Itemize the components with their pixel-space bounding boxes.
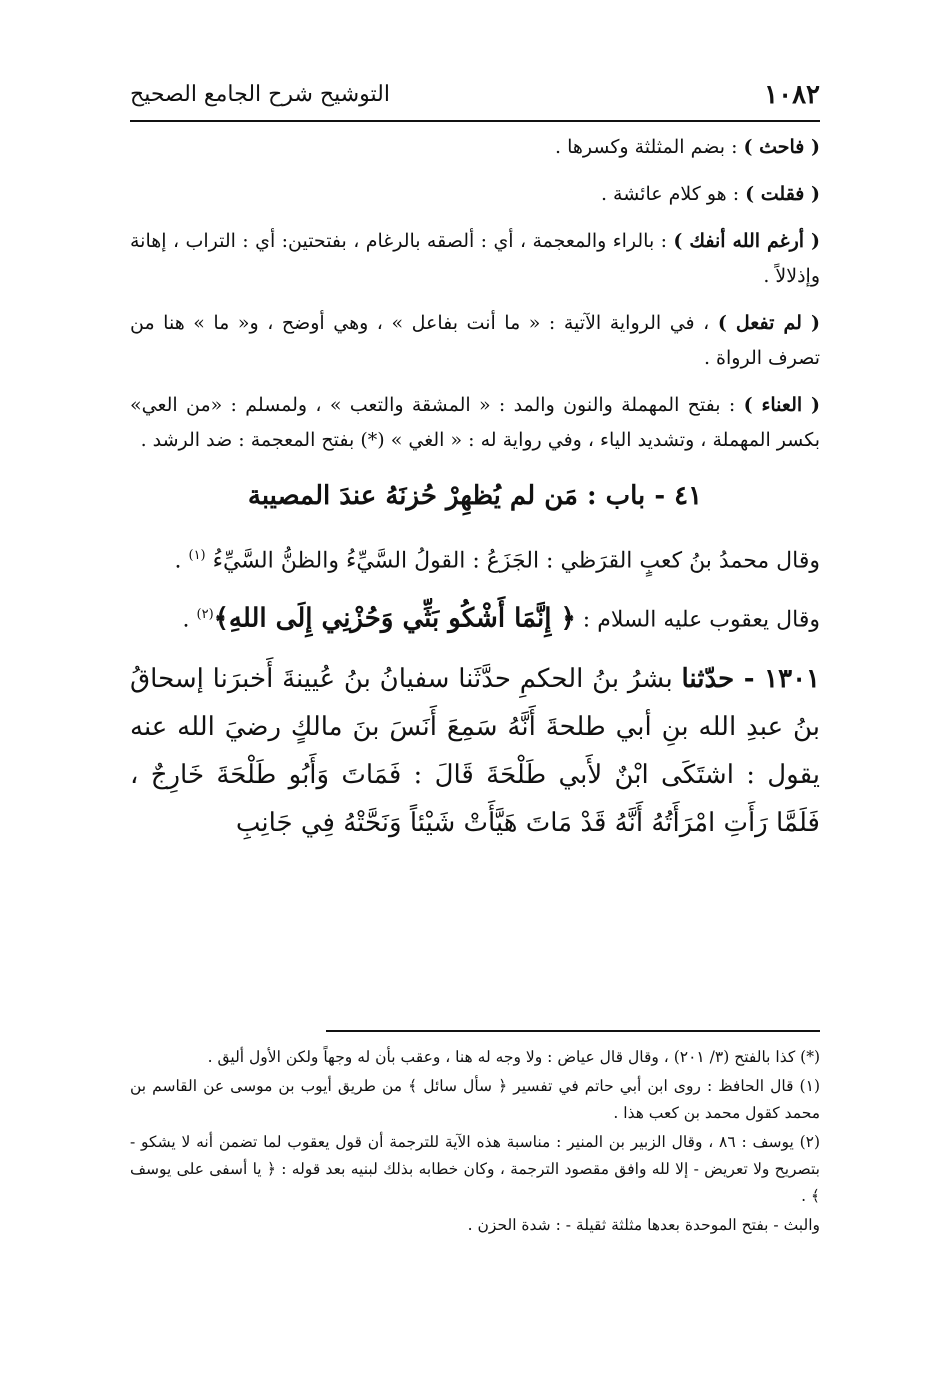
footnote-star: (*) كذا بالفتح (٣/ ٢٠١) ، وقال قال عياض : ولا وجه له هنا ، وعقب بأن له وجهاً ولكن الأول أليق . — [207, 1048, 820, 1066]
hadith-paragraph — [130, 655, 820, 847]
footnote-1: (١) قال الحافظ : روى ابن أبي حاتم في تفسير ﴿ سأل سائل ﴾ من طريق أيوب بن موسى عن القاسم بن محمد كقول محمد بن كعب هذا . — [130, 1077, 820, 1122]
quran-verse: ﴿ إِنَّمَا أَشْكُو بَثِّي وَحُزْنِي إِلَى اللهِ﴾ — [213, 603, 576, 634]
note-text: : بالراء والمعجمة ، أي : ألصقه بالرغام ، بفتحتين: أي : التراب ، إهانة وإذلالاً . — [130, 230, 820, 287]
note-term: ( العناء ) — [743, 394, 820, 416]
yaqub-end: . — [182, 607, 197, 633]
qurazi-text: وقال محمدُ بنُ كعبٍ القرَظي : الجَزَعُ : القولُ السَّيِّءُ والظنُّ السَّيِّءُ — [212, 548, 820, 574]
footnote-2: (٢) يوسف : ٨٦ ، وقال الزبير بن المنير : مناسبة هذه الآية للترجمة أن قول يعقوب لما تضمن أنه لا يشكو - بتصريح ولا تعريض - إلا لله وافق مقصود الترجمة ، وكان خطابه بذلك لبنيه بعد قوله : ﴿ يا أسفى على يوسف ﴾ . — [130, 1133, 821, 1205]
note-text: ، في الرواية الآتية : « ما أنت بفاعل » ، وهي أوضح ، و« ما » هنا من تصرف الرواة . — [130, 312, 820, 369]
page-body — [130, 130, 820, 847]
note-term: ( فقلت ) — [745, 183, 820, 205]
yaqub-text: وقال يعقوب عليه السلام : — [575, 607, 820, 633]
footnote-ref-2[interactable]: (٢) — [196, 607, 214, 623]
footnote-ref-1[interactable]: (١) — [188, 548, 206, 563]
running-title: التوشيح شرح الجامع الصحيح — [130, 82, 390, 107]
page-number: ١٠٨٢ — [764, 80, 820, 110]
note-text: : بضم المثلثة وكسرها . — [555, 136, 744, 158]
note-arghama — [130, 224, 820, 294]
note-text: : هو كلام عائشة . — [600, 183, 746, 205]
hadith-intro: - حدّثنا — [681, 663, 765, 694]
yaqub-statement — [130, 595, 820, 640]
note-text: : بفتح المهملة والنون والمد : « المشقة والتعب » ، ولمسلم : «من العي» بكسر المهملة ، وتشديد الياء ، وفي رواية له : « الغي » (*) بفتح المعجمة : ضد الرشد . — [130, 394, 820, 451]
note-faqult — [130, 177, 820, 212]
qurazi-statement — [130, 536, 820, 581]
footnote-rule — [326, 1030, 820, 1032]
page-header — [130, 80, 820, 122]
note-term: ( لم تفعل ) — [717, 312, 820, 334]
hadith-text: بشرُ بنُ الحكمِ حدَّثَنا سفيانُ بنُ عُيينةَ أَخبرَنا إسحاقُ بنُ عبدِ الله بنِ أبي طلحةَ أَنَّهُ سَمِعَ أَنَسَ بنَ مالكٍ رضيَ الله عنه يقول : اشتَكَى ابْنٌ لأَبي طَلْحَةَ قَالَ : فَمَاتَ وَأَبُو طَلْحَةَ خَارِجٌ ، فَلَمَّا رَأَتِ امْرَأَتُهُ أَنَّهُ قَدْ مَاتَ هَيَّأَتْ شَيْئاً وَنَحَّتْهُ فِي جَانِبِ — [130, 663, 820, 838]
chapter-heading: ٤١ - باب : مَن لم يُظهِرْ حُزنَهُ عندَ المصيبة — [247, 481, 703, 511]
note-fahith — [130, 130, 820, 165]
hadith-number: ١٣٠١ — [764, 663, 820, 694]
note-lam-tafal — [130, 306, 820, 376]
note-term: ( فاحث ) — [743, 136, 820, 158]
qurazi-end: . — [174, 548, 189, 574]
note-anaa — [130, 388, 820, 458]
footnote-2-continued: والبث - بفتح الموحدة بعدها مثلثة ثقيلة - : شدة الحزن . — [467, 1216, 820, 1234]
note-term: ( أرغم الله أنفك ) — [673, 230, 820, 252]
footnotes — [130, 1044, 820, 1241]
header-rule — [130, 120, 820, 122]
